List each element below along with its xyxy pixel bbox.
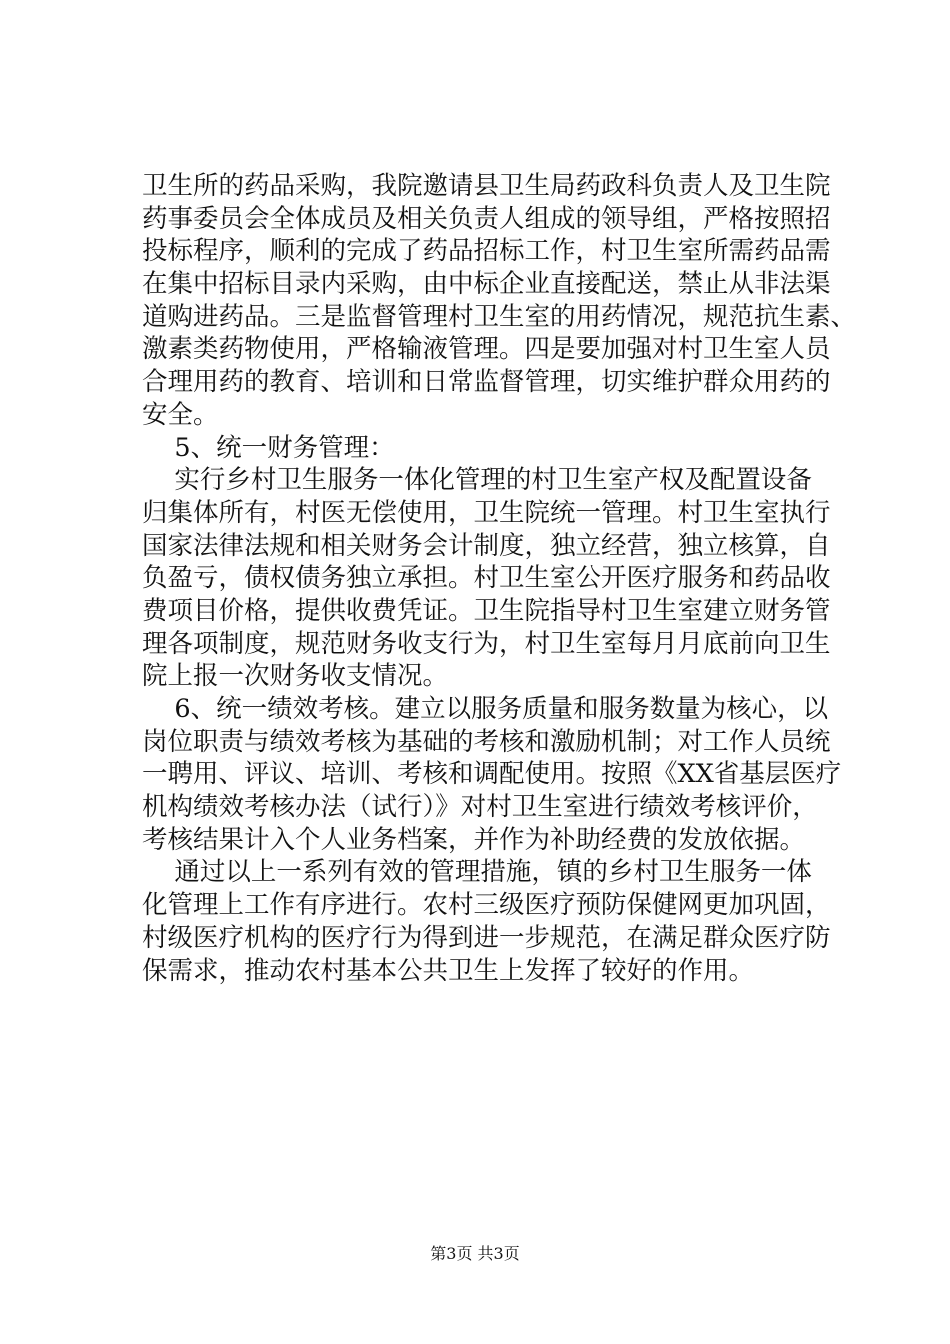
text-line: 国家法律法规和相关财务会计制度，独立经营，独立核算，自 [142, 530, 831, 561]
text-line: 化管理上工作有序进行。农村三级医疗预防保健网更加巩固， [142, 890, 831, 921]
text-line: 院上报一次财务收支情况。 [142, 661, 449, 692]
text-line: 药事委员会全体成员及相关负责人组成的领导组，严格按照招 [142, 203, 831, 234]
text-line: 费项目价格，提供收费凭证。卫生院指导村卫生室建立财务管 [142, 595, 831, 626]
text-line: 通过以上一系列有效的管理措施，镇的乡村卫生服务一体 [142, 857, 812, 888]
text-line: 投标程序，顺利的完成了药品招标工作，村卫生室所需药品需 [142, 236, 831, 267]
text-line: 村级医疗机构的医疗行为得到进一步规范，在满足群众医疗防 [142, 922, 831, 953]
text-line: 在集中招标目录内采购，由中标企业直接配送，禁止从非法渠 [142, 269, 831, 300]
page-number: 第3页 共3页 [430, 1244, 520, 1263]
text-line: 合理用药的教育、培训和日常监督管理，切实维护群众用药的 [142, 367, 831, 398]
text-line: 一聘用、评议、培训、考核和调配使用。按照《XX省基层医疗 [142, 759, 842, 790]
text-line: 理各项制度，规范财务收支行为，村卫生室每月月底前向卫生 [142, 628, 831, 659]
body-text [142, 170, 857, 987]
page-footer [0, 1244, 950, 1264]
text-line: 实行乡村卫生服务一体化管理的村卫生室产权及配置设备 [142, 465, 812, 496]
text-line: 激素类药物使用，严格输液管理。四是要加强对村卫生室人员 [142, 334, 831, 365]
text-line: 保需求，推动农村基本公共卫生上发挥了较好的作用。 [142, 955, 755, 986]
text-line: 安全。 [142, 399, 219, 430]
text-line: 负盈亏，债权债务独立承担。村卫生室公开医疗服务和药品收 [142, 563, 831, 594]
text-line: 岗位职责与绩效考核为基础的考核和激励机制；对工作人员统 [142, 726, 831, 757]
text-line: 机构绩效考核办法（试行）》对村卫生室进行绩效考核评价， [142, 792, 818, 823]
text-line: 归集体所有，村医无偿使用，卫生院统一管理。村卫生室执行 [142, 497, 831, 528]
text-line: 卫生所的药品采购，我院邀请县卫生局药政科负责人及卫生院 [142, 171, 831, 201]
section-heading: 6、统一绩效考核。建立以服务质量和服务数量为核心，以 [142, 694, 829, 724]
text-line: 考核结果计入个人业务档案，并作为补助经费的发放依据。 [142, 824, 806, 855]
text-line: 道购进药品。三是监督管理村卫生室的用药情况，规范抗生素、 [142, 301, 857, 332]
section-heading: 5、统一财务管理： [142, 432, 395, 463]
